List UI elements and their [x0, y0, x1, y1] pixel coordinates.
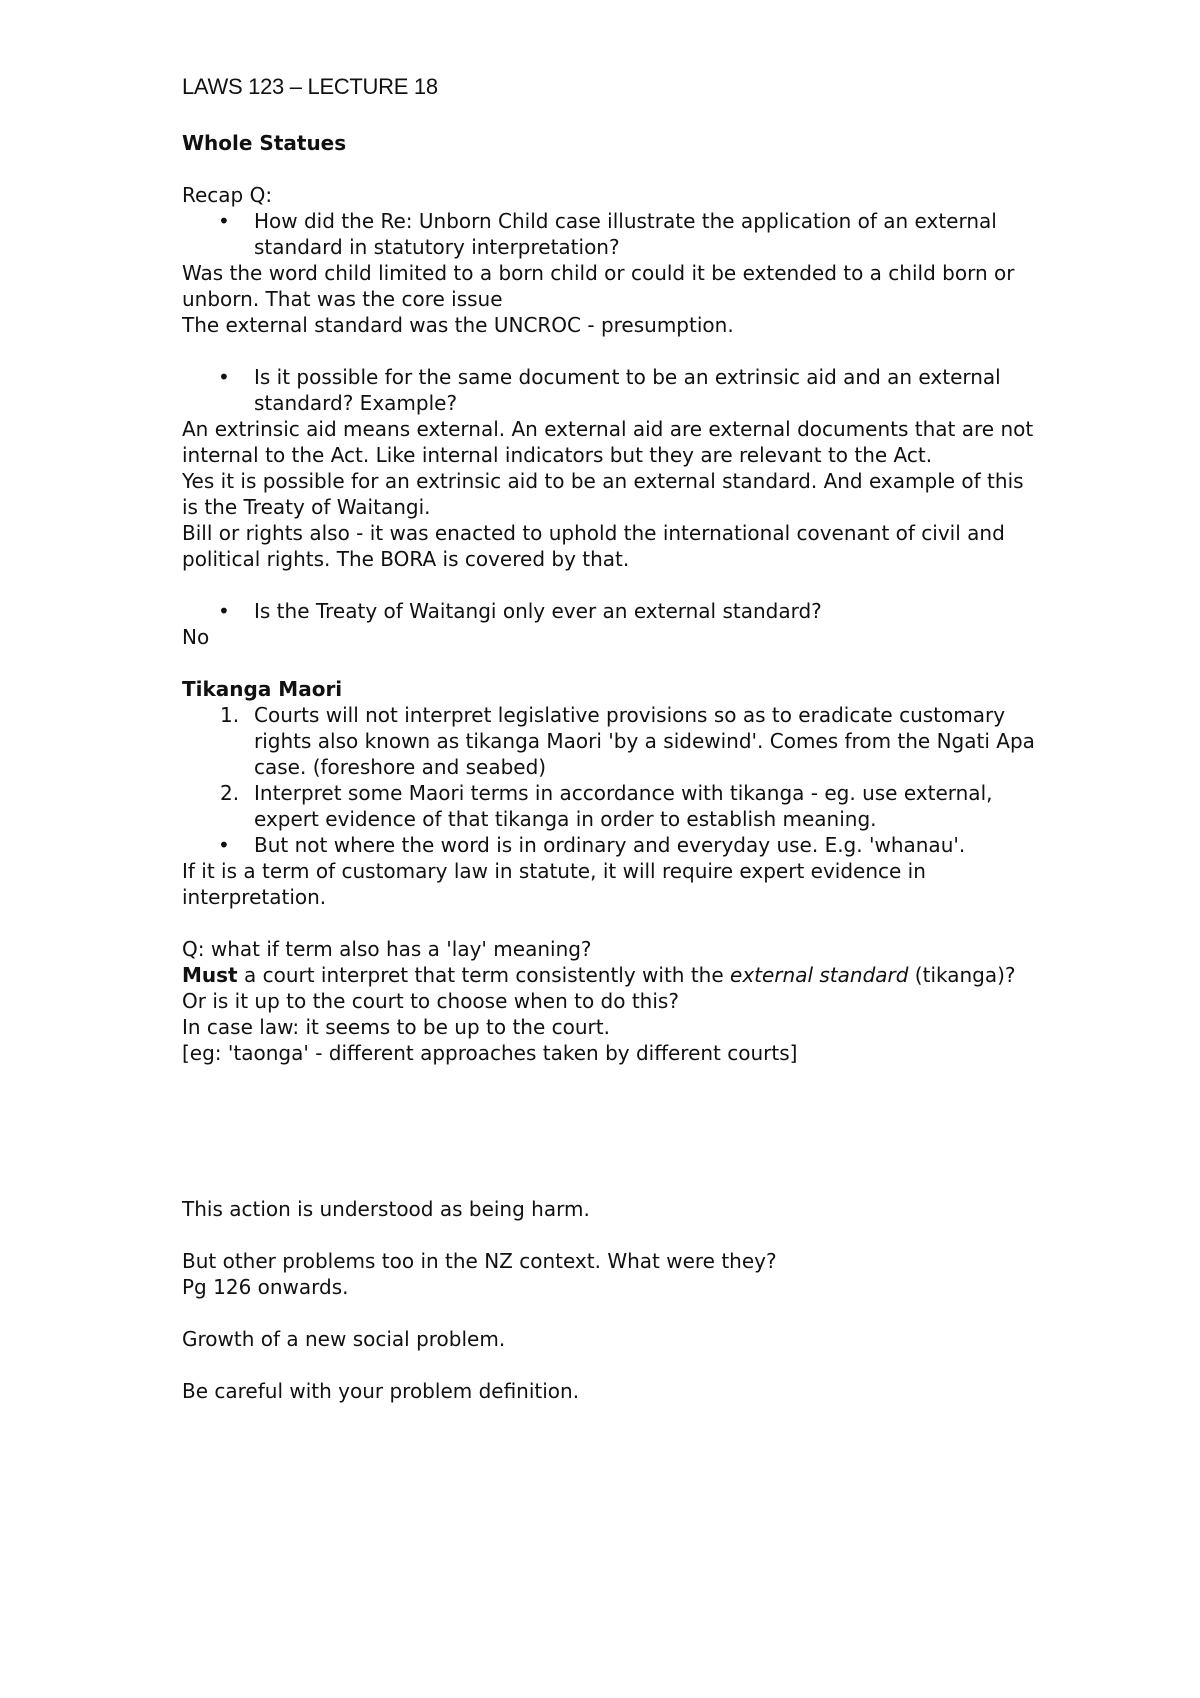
question-line: Q: what if term also has a 'lay' meaning? — [182, 937, 592, 961]
case-law-line: In case law: it seems to be up to the court. — [182, 1015, 610, 1039]
answer-line: No — [182, 625, 210, 649]
answer-line: Yes it is possible for an extrinsic aid to be an external standard. And example of this is the Treaty of Waitangi. — [182, 469, 1024, 519]
answer-line: The external standard was the UNCROC - presumption. — [182, 313, 734, 337]
document-body — [182, 72, 1042, 1404]
must-text-b: (tikanga)? Or is it up to the court to choose when to do this? — [182, 963, 1016, 1013]
section-heading-whole-statues: Whole Statues — [182, 131, 347, 155]
question-text: Is the Treaty of Waitangi only ever an external standard? — [254, 599, 822, 623]
document-title: LAWS 123 – LECTURE 18 — [182, 74, 438, 99]
bullet-icon: • — [218, 599, 230, 623]
item-text: Interpret some Maori terms in accordance with tikanga - eg. use external, expert evidence of that tikanga in order to establish meaning. — [254, 781, 993, 831]
example-line: [eg: 'taonga' - different approaches taken by different courts] — [182, 1041, 798, 1065]
must-emphasis: external standard — [730, 963, 909, 987]
page-ref-line: Pg 126 onwards. — [182, 1275, 349, 1299]
numbered-item — [182, 702, 1042, 780]
bullet-icon: • — [218, 833, 230, 857]
recap-question-list-3 — [182, 598, 1042, 624]
list-item — [182, 598, 1042, 624]
tikanga-numbered-list — [182, 702, 1042, 832]
bullet-text: But not where the word is in ordinary and everyday use. E.g. 'whanau'. — [254, 833, 966, 857]
list-item — [182, 208, 1042, 260]
question-text: Is it possible for the same document to be an extrinsic aid and an external standard? Example? — [254, 365, 1001, 415]
list-item — [182, 364, 1042, 416]
careful-line: Be careful with your problem definition. — [182, 1379, 580, 1403]
growth-line: Growth of a new social problem. — [182, 1327, 506, 1351]
harm-line: This action is understood as being harm. — [182, 1197, 590, 1221]
bullet-icon: • — [218, 209, 230, 233]
recap-question-list-2 — [182, 364, 1042, 416]
must-bold: Must — [182, 963, 238, 987]
item-number: 2. — [220, 781, 240, 805]
note-line: If it is a term of customary law in statute, it will require expert evidence in interpretation. — [182, 859, 926, 909]
item-number: 1. — [220, 703, 240, 727]
tikanga-bullet-list — [182, 832, 1042, 858]
answer-line: An extrinsic aid means external. An external aid are external documents that are not internal to the Act. Like internal indicators but they are relevant to the Act. — [182, 417, 1034, 467]
answer-line: Was the word child limited to a born child or could it be extended to a child born or unborn. That was the core issue — [182, 261, 1015, 311]
recap-question-list-1 — [182, 208, 1042, 260]
must-text-a: a court interpret that term consistently with the — [237, 963, 731, 987]
answer-line: Bill or rights also - it was enacted to uphold the international covenant of civil and political rights. The BORA is covered by that. — [182, 521, 1005, 571]
section-heading-tikanga-maori: Tikanga Maori — [182, 677, 343, 701]
item-text: Courts will not interpret legislative provisions so as to eradicate customary rights also known as tikanga Maori 'by a sidewind'. Comes from the Ngati Apa case. (foreshore and seabed) — [254, 703, 1035, 779]
must-line — [182, 962, 1042, 1014]
list-item — [182, 832, 1042, 858]
numbered-item — [182, 780, 1042, 832]
problems-line: But other problems too in the NZ context. What were they? — [182, 1249, 777, 1273]
recap-label: Recap Q: — [182, 183, 273, 207]
bullet-icon: • — [218, 365, 230, 389]
question-text: How did the Re: Unborn Child case illustrate the application of an external standard in statutory interpretation? — [254, 209, 997, 259]
